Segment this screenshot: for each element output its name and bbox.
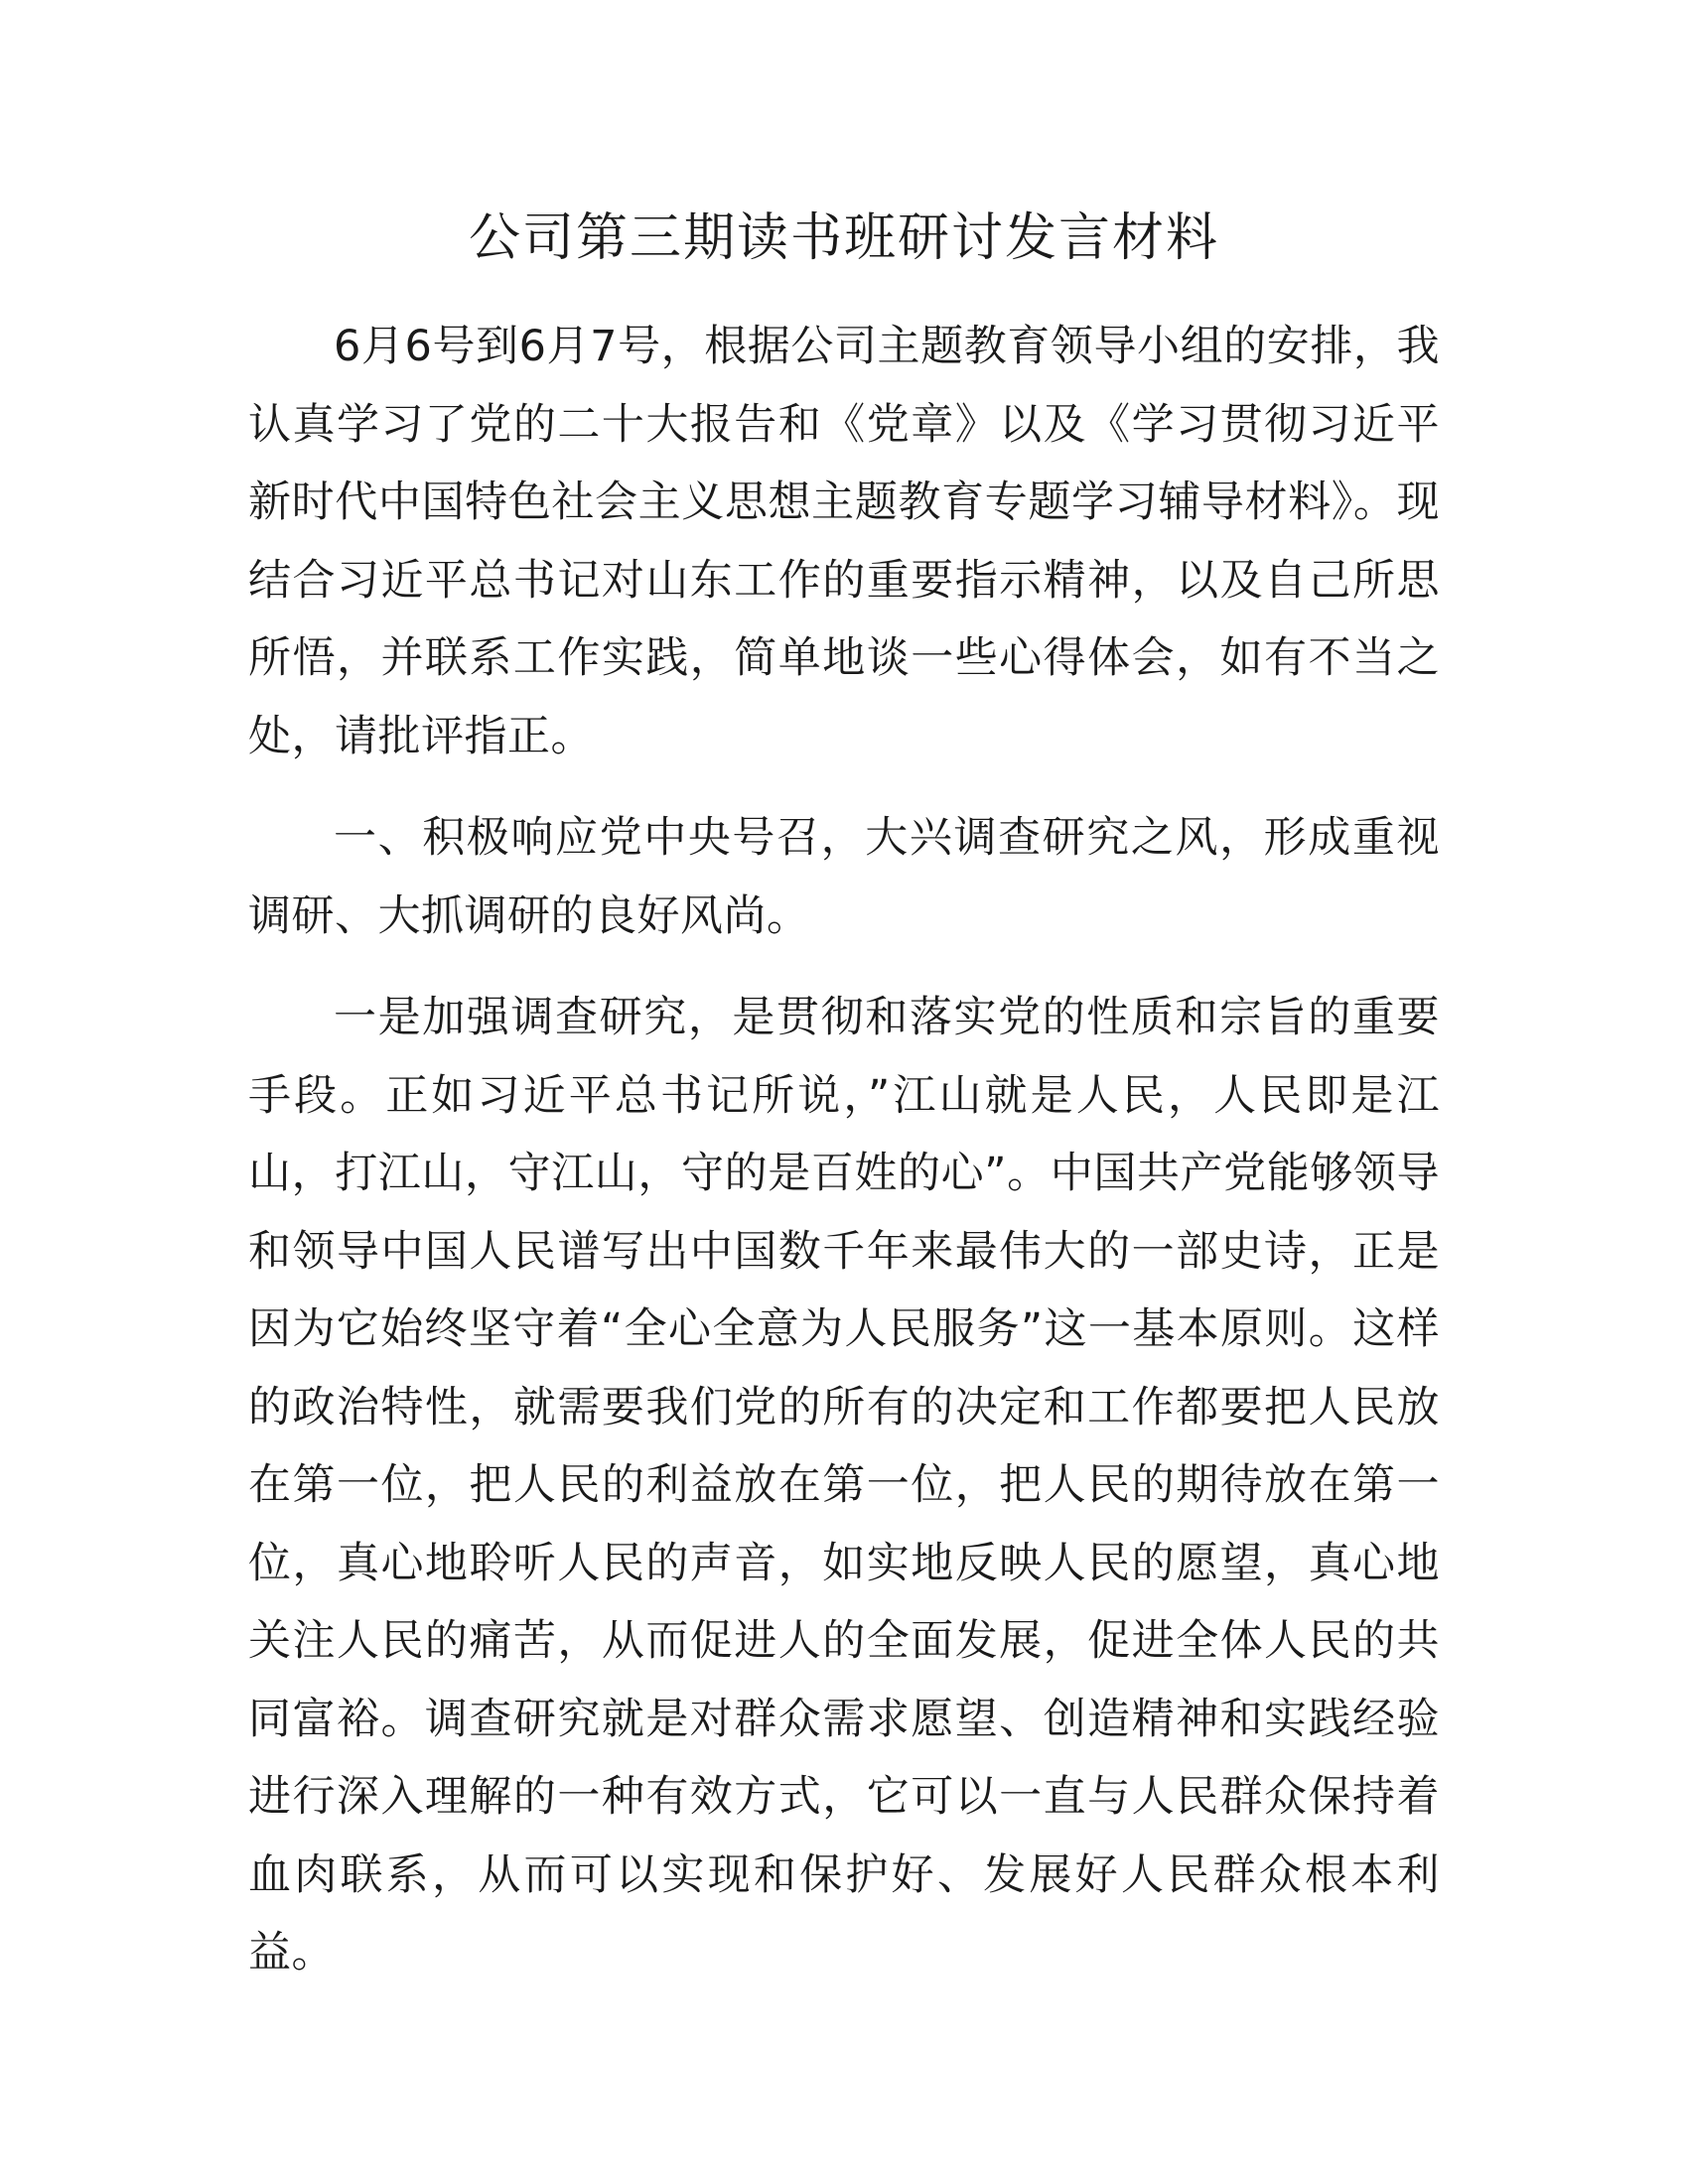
document-body	[248, 308, 1440, 2016]
document-title: 公司第三期读书班研讨发言材料	[468, 208, 1219, 268]
paragraph-point-one: 一是加强调查研究，是贯彻和落实党的性质和宗旨的重要手段。正如习近平总书记所说，”江山就是人民，人民即是江山，打江山，守江山，守的是百姓的心”。中国共产党能够领导和领导中国人民谱写出中国数千年来最伟大的一部史诗，正是因为它始终坚守着“全心全意为人民服务”这一基本原则。这样的政治特性，就需要我们党的所有的决定和工作都要把人民放在第一位，把人民的利益放在第一位，把人民的期待放在第一位，真心地聆听人民的声音，如实地反映人民的愿望，真心地关注人民的痛苦，从而促进人的全面发展，促进全体人民的共同富裕。调查研究就是对群众需求愿望、创造精神和实践经验进行深入理解的一种有效方式，它可以一直与人民群众保持着血肉联系，从而可以实现和保护好、发展好人民群众根本利益。	[248, 993, 1440, 1978]
paragraph-section-heading: 一、积极响应党中央号召，大兴调查研究之风，形成重视调研、大抓调研的良好风尚。	[248, 813, 1440, 941]
paragraph-intro: 6月6号到6月7号，根据公司主题教育领导小组的安排，我认真学习了党的二十大报告和《党章》以及《学习贯彻习近平新时代中国特色社会主义思想主题教育专题学习辅导材料》。现结合习近平总书记对山东工作的重要指示精神，以及自己所思所悟，并联系工作实践，简单地谈一些心得体会，如有不当之处，请批评指正。	[248, 322, 1440, 761]
